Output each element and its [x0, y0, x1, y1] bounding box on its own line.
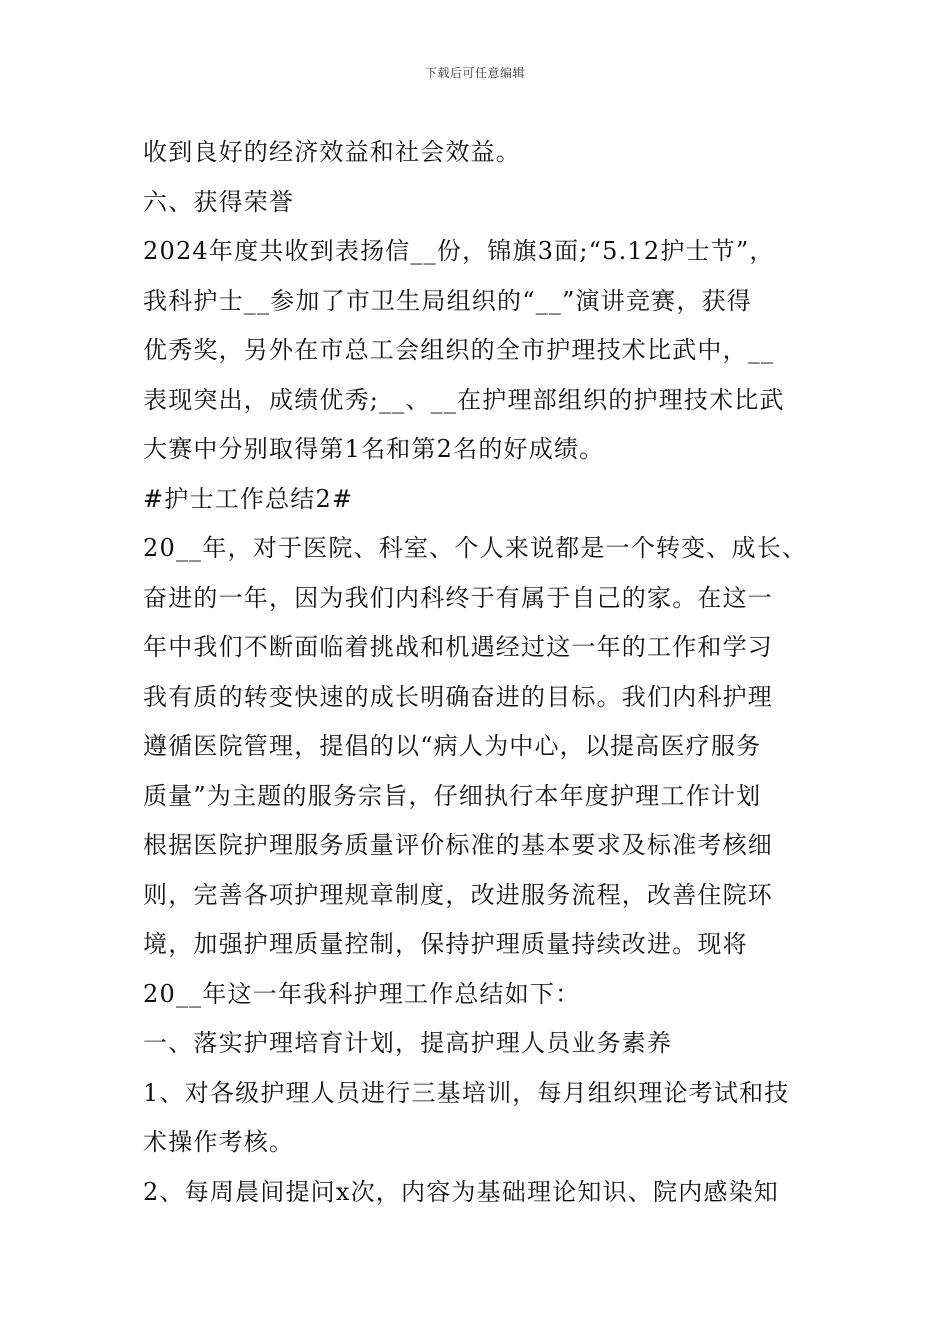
section-heading: 六、获得荣誉: [143, 187, 295, 216]
text-line: 我科护士__参加了市卫生局组织的“__”演讲竞赛，获得: [143, 286, 752, 315]
section-heading: 一、落实护理培育计划，提高护理人员业务素养: [143, 1029, 673, 1057]
document-body: [143, 128, 815, 1217]
text-line: 2、每周晨间提问x次，内容为基础理论知识、院内感染知: [143, 1177, 780, 1206]
text-line: 质量”为主题的服务宗旨，仔细执行本年度护理工作计划: [143, 781, 762, 810]
text-line: 表现突出，成绩优秀;__、__在护理部组织的护理技术比武: [143, 385, 785, 414]
text-line: 我有质的转变快速的成长明确奋进的目标。我们内科护理: [143, 682, 773, 711]
text-line: 2024年度共收到表扬信__份，锦旗3面;“5.12护士节”，: [143, 237, 775, 265]
text-line: 大赛中分别取得第1名和第2名的好成绩。: [143, 435, 605, 463]
text-line: 根据医院护理服务质量评价标准的基本要求及标准考核细: [143, 831, 773, 859]
text-line: 20__年这一年我科护理工作总结如下：: [143, 979, 581, 1008]
text-line: 优秀奖，另外在市总工会组织的全市护理技术比武中，__: [143, 336, 775, 364]
text-line: 则，完善各项护理规章制度，改进服务流程，改善住院环: [143, 880, 773, 909]
page-header-note: 下载后可任意编辑: [424, 66, 525, 80]
text-line: 术操作考核。: [143, 1128, 295, 1156]
section-heading: #护士工作总结2#: [143, 484, 354, 513]
text-line: 1、对各级护理人员进行三基培训，每月组织理论考试和技: [143, 1078, 790, 1107]
text-line: 境，加强护理质量控制，保持护理质量持续改进。现将: [143, 930, 748, 958]
text-line: 20__年，对于医院、科室、个人来说都是一个转变、成长、: [143, 534, 808, 562]
text-line: 年中我们不断面临着挑战和机遇经过这一年的工作和学习: [143, 633, 773, 661]
text-line: 遵循医院管理，提倡的以“病人为中心，以提高医疗服务: [143, 732, 762, 760]
text-line: 奋进的一年，因为我们内科终于有属于自己的家。在这一: [143, 583, 773, 612]
text-line: 收到良好的经济效益和社会效益。: [143, 138, 521, 166]
